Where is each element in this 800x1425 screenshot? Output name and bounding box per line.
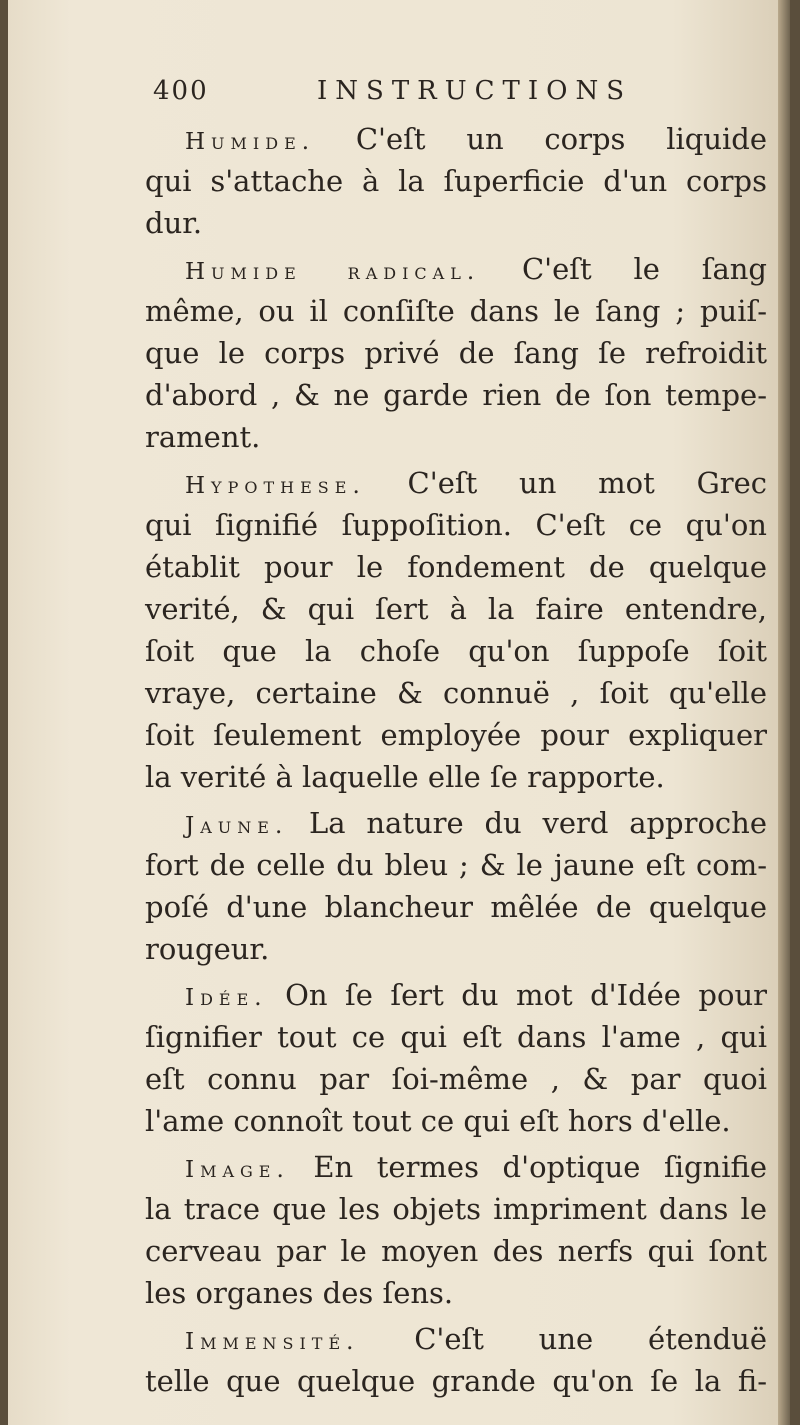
entry-line — [145, 248, 767, 290]
entry-text: En termes d'optique ſignifie — [313, 1150, 767, 1184]
page-number: 400 — [153, 76, 209, 106]
entry-term: Humide radical. — [185, 259, 481, 285]
running-title: INSTRUCTIONS — [317, 76, 633, 106]
entry-text: On ſe ſert du mot d'Idée pour — [285, 978, 767, 1012]
entry-line — [145, 1318, 767, 1360]
book-page — [8, 0, 790, 1425]
entry-line: fort de celle du bleu ; & le jaune eſt com- — [145, 848, 767, 882]
entry-hypothese — [145, 462, 767, 798]
entry-line: établit pour le fondement de quelque — [145, 550, 767, 584]
page-header — [145, 72, 767, 118]
entry-term: Jaune. — [185, 813, 289, 839]
entry-line: que le corps privé de ſang ſe refroidit — [145, 336, 767, 370]
entry-idee — [145, 974, 767, 1142]
entry-line: ſignifier tout ce qui eſt dans l'ame , qui — [145, 1020, 767, 1054]
entry-line — [145, 974, 767, 1016]
entry-term: Immenſité. — [185, 1329, 360, 1355]
page-edge-shadow — [778, 0, 790, 1425]
entry-line: même, ou il conſiſte dans le ſang ; puiſ- — [145, 294, 767, 328]
entry-line — [145, 118, 767, 160]
entry-jaune — [145, 802, 767, 970]
entry-humide — [145, 118, 767, 244]
entry-line: les organes des ſens. — [145, 1276, 454, 1310]
entry-line — [145, 1146, 767, 1188]
entry-line: verité, & qui ſert à la faire entendre, — [145, 592, 767, 626]
entry-text: C'eſt un mot Grec — [407, 466, 767, 500]
entry-term: Image. — [185, 1157, 290, 1183]
entry-line: vraye, certaine & connuë , ſoit qu'elle — [145, 676, 767, 710]
entry-line: dur. — [145, 206, 203, 240]
entry-line: rougeur. — [145, 932, 270, 966]
entry-line: d'abord , & ne garde rien de ſon tempe- — [145, 378, 767, 412]
entry-text: C'eſt une étenduë — [414, 1322, 767, 1356]
entry-term: Humide. — [185, 129, 316, 155]
entry-line: cerveau par le moyen des nerfs qui ſont — [145, 1234, 767, 1268]
entry-line: eſt connu par ſoi-même , & par quoi — [145, 1062, 767, 1096]
entry-line: rament. — [145, 420, 261, 454]
page-text — [145, 72, 767, 1406]
entry-text: C'eſt le ſang — [521, 252, 767, 286]
entry-text: C'eſt un corps liquide — [355, 122, 767, 156]
entry-line: ſoit que la choſe qu'on ſuppoſe ſoit — [145, 634, 767, 668]
entry-line — [145, 462, 767, 504]
entry-line: la verité à laquelle elle ſe rapporte. — [145, 760, 665, 794]
entry-term: Hypotheſe. — [185, 473, 366, 499]
entry-line: qui ſignifié ſuppoſition. C'eſt ce qu'on — [145, 508, 767, 542]
entry-line: poſé d'une blancheur mêlée de quelque — [145, 890, 767, 924]
entry-immensite — [145, 1318, 767, 1402]
entry-text: La nature du verd approche — [309, 806, 768, 840]
entry-humide-radical — [145, 248, 767, 458]
entry-term: Idée. — [185, 985, 268, 1011]
entry-line: l'ame connoît tout ce qui eſt hors d'elle. — [145, 1104, 731, 1138]
entry-image — [145, 1146, 767, 1314]
entry-line — [145, 802, 767, 844]
entry-line: telle que quelque grande qu'on ſe la fi- — [145, 1364, 767, 1398]
entry-line: qui s'attache à la ſuperficie d'un corps — [145, 164, 767, 198]
entry-line: ſoit ſeulement employée pour expliquer — [145, 718, 767, 752]
entry-line: la trace que les objets impriment dans le — [145, 1192, 767, 1226]
